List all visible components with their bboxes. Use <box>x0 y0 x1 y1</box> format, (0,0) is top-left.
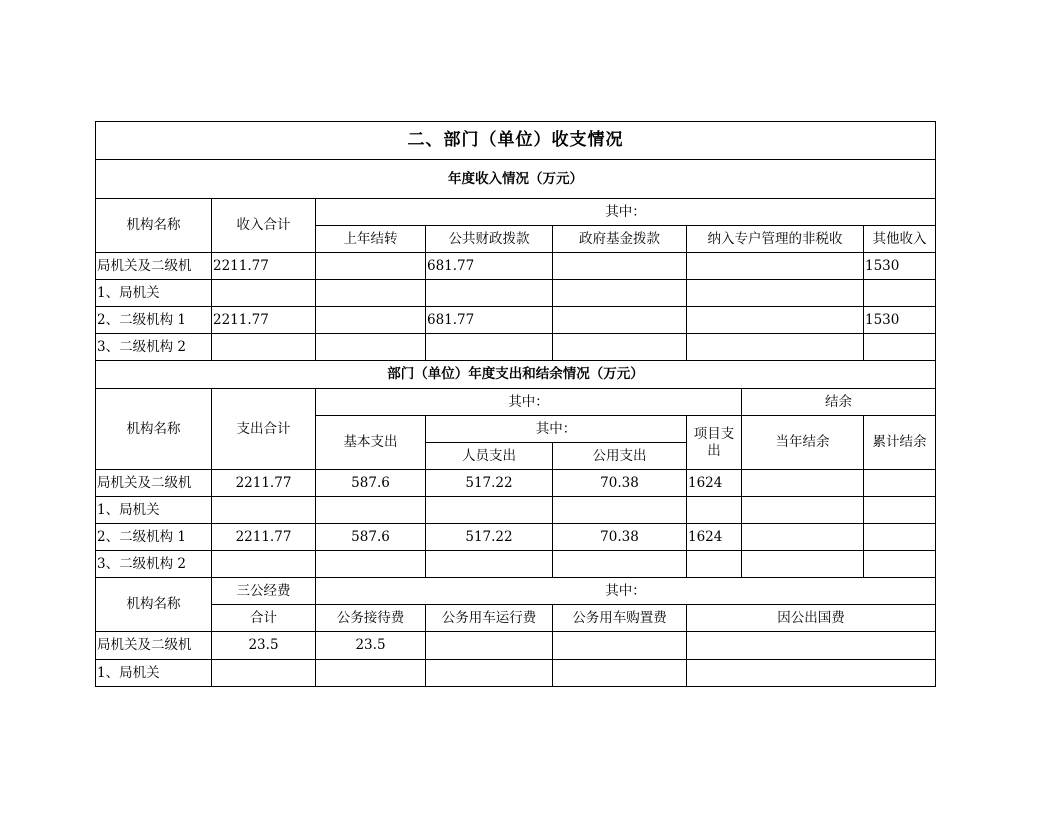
page-title: 二、部门（单位）收支情况 <box>96 122 936 160</box>
sangong-row-reception: 23.5 <box>316 632 426 660</box>
income-col-fund: 政府基金拨款 <box>553 226 687 253</box>
expense-col-total: 支出合计 <box>212 389 316 470</box>
income-row-other: 1530 <box>864 253 936 280</box>
expense-row-total <box>212 497 316 524</box>
income-row-public <box>426 334 553 361</box>
expense-of-which: 其中： <box>316 389 742 416</box>
expense-row-personnel: 517.22 <box>426 524 553 551</box>
expense-row-total: 2211.77 <box>212 470 316 497</box>
income-col-total: 收入合计 <box>212 199 316 253</box>
expense-row-cumulative-balance <box>864 497 936 524</box>
expense-row-project: 1624 <box>687 524 742 551</box>
expense-row-basic: 587.6 <box>316 470 426 497</box>
expense-col-public-use: 公用支出 <box>553 443 687 470</box>
expense-of-which2: 其中： <box>426 416 687 443</box>
expense-row-name: 3、二级机构 2 <box>96 551 212 578</box>
income-row-total <box>212 334 316 361</box>
income-row-nontax <box>687 334 864 361</box>
expense-row-name: 1、局机关 <box>96 497 212 524</box>
expense-row-project: 1624 <box>687 470 742 497</box>
sangong-row-reception <box>316 660 426 687</box>
sangong-row-car-run <box>426 632 553 660</box>
sangong-col-reception: 公务接待费 <box>316 605 426 632</box>
income-col-public: 公共财政拨款 <box>426 226 553 253</box>
expense-col-org: 机构名称 <box>96 389 212 470</box>
expense-row-public-use <box>553 497 687 524</box>
income-of-which: 其中： <box>316 199 936 226</box>
expense-row-personnel <box>426 497 553 524</box>
sangong-row-car-run <box>426 660 553 687</box>
income-col-nontax: 纳入专户管理的非税收 <box>687 226 864 253</box>
sangong-col-total-line1: 三公经费 <box>212 578 316 605</box>
income-row-name: 2、二级机构 1 <box>96 307 212 334</box>
income-col-other: 其他收入 <box>864 226 936 253</box>
income-row-prev <box>316 307 426 334</box>
expense-col-project: 项目支出 <box>687 416 742 470</box>
expense-row-total: 2211.77 <box>212 524 316 551</box>
expense-row-name: 2、二级机构 1 <box>96 524 212 551</box>
income-row-nontax <box>687 307 864 334</box>
expense-row-current-balance <box>742 470 864 497</box>
sangong-row-name: 1、局机关 <box>96 660 212 687</box>
expense-row-personnel: 517.22 <box>426 470 553 497</box>
expense-row-personnel <box>426 551 553 578</box>
income-row-fund <box>553 334 687 361</box>
income-row-other: 1530 <box>864 307 936 334</box>
income-row-public <box>426 280 553 307</box>
income-row-public: 681.77 <box>426 253 553 280</box>
income-row-total: 2211.77 <box>212 307 316 334</box>
income-row-nontax <box>687 280 864 307</box>
expense-row-current-balance <box>742 524 864 551</box>
sangong-row-car-buy <box>553 660 687 687</box>
sangong-col-org: 机构名称 <box>96 578 212 632</box>
income-col-prev: 上年结转 <box>316 226 426 253</box>
expense-heading: 部门（单位）年度支出和结余情况（万元） <box>96 361 936 389</box>
sangong-col-abroad: 因公出国费 <box>687 605 936 632</box>
sangong-col-total-line2: 合计 <box>212 605 316 632</box>
expense-col-cumulative-balance: 累计结余 <box>864 416 936 470</box>
expense-row-basic: 587.6 <box>316 524 426 551</box>
income-row-fund <box>553 280 687 307</box>
expense-row-project <box>687 551 742 578</box>
expense-col-current-balance: 当年结余 <box>742 416 864 470</box>
expense-col-personnel: 人员支出 <box>426 443 553 470</box>
expense-row-current-balance <box>742 551 864 578</box>
income-row-prev <box>316 253 426 280</box>
expense-row-public-use <box>553 551 687 578</box>
expense-col-balance: 结余 <box>742 389 936 416</box>
income-row-nontax <box>687 253 864 280</box>
sangong-of-which: 其中： <box>316 578 936 605</box>
income-row-name: 局机关及二级机 <box>96 253 212 280</box>
income-row-prev <box>316 280 426 307</box>
expense-row-basic <box>316 497 426 524</box>
sangong-row-total: 23.5 <box>212 632 316 660</box>
income-row-total <box>212 280 316 307</box>
finance-table <box>95 121 936 687</box>
expense-row-cumulative-balance <box>864 551 936 578</box>
expense-row-basic <box>316 551 426 578</box>
expense-row-public-use: 70.38 <box>553 470 687 497</box>
sangong-row-name: 局机关及二级机 <box>96 632 212 660</box>
income-row-name: 3、二级机构 2 <box>96 334 212 361</box>
income-row-total: 2211.77 <box>212 253 316 280</box>
income-row-other <box>864 280 936 307</box>
expense-row-public-use: 70.38 <box>553 524 687 551</box>
expense-row-name: 局机关及二级机 <box>96 470 212 497</box>
expense-row-cumulative-balance <box>864 524 936 551</box>
expense-row-total <box>212 551 316 578</box>
sangong-col-car-run: 公务用车运行费 <box>426 605 553 632</box>
income-row-prev <box>316 334 426 361</box>
income-col-org: 机构名称 <box>96 199 212 253</box>
sangong-row-abroad <box>687 660 936 687</box>
expense-row-project <box>687 497 742 524</box>
sangong-row-total <box>212 660 316 687</box>
income-row-public: 681.77 <box>426 307 553 334</box>
income-row-name: 1、局机关 <box>96 280 212 307</box>
expense-row-current-balance <box>742 497 864 524</box>
income-row-fund <box>553 307 687 334</box>
expense-row-cumulative-balance <box>864 470 936 497</box>
sangong-row-abroad <box>687 632 936 660</box>
sangong-row-car-buy <box>553 632 687 660</box>
income-row-fund <box>553 253 687 280</box>
income-row-other <box>864 334 936 361</box>
sangong-col-car-buy: 公务用车购置费 <box>553 605 687 632</box>
expense-col-basic: 基本支出 <box>316 416 426 470</box>
income-heading: 年度收入情况（万元） <box>96 160 936 199</box>
